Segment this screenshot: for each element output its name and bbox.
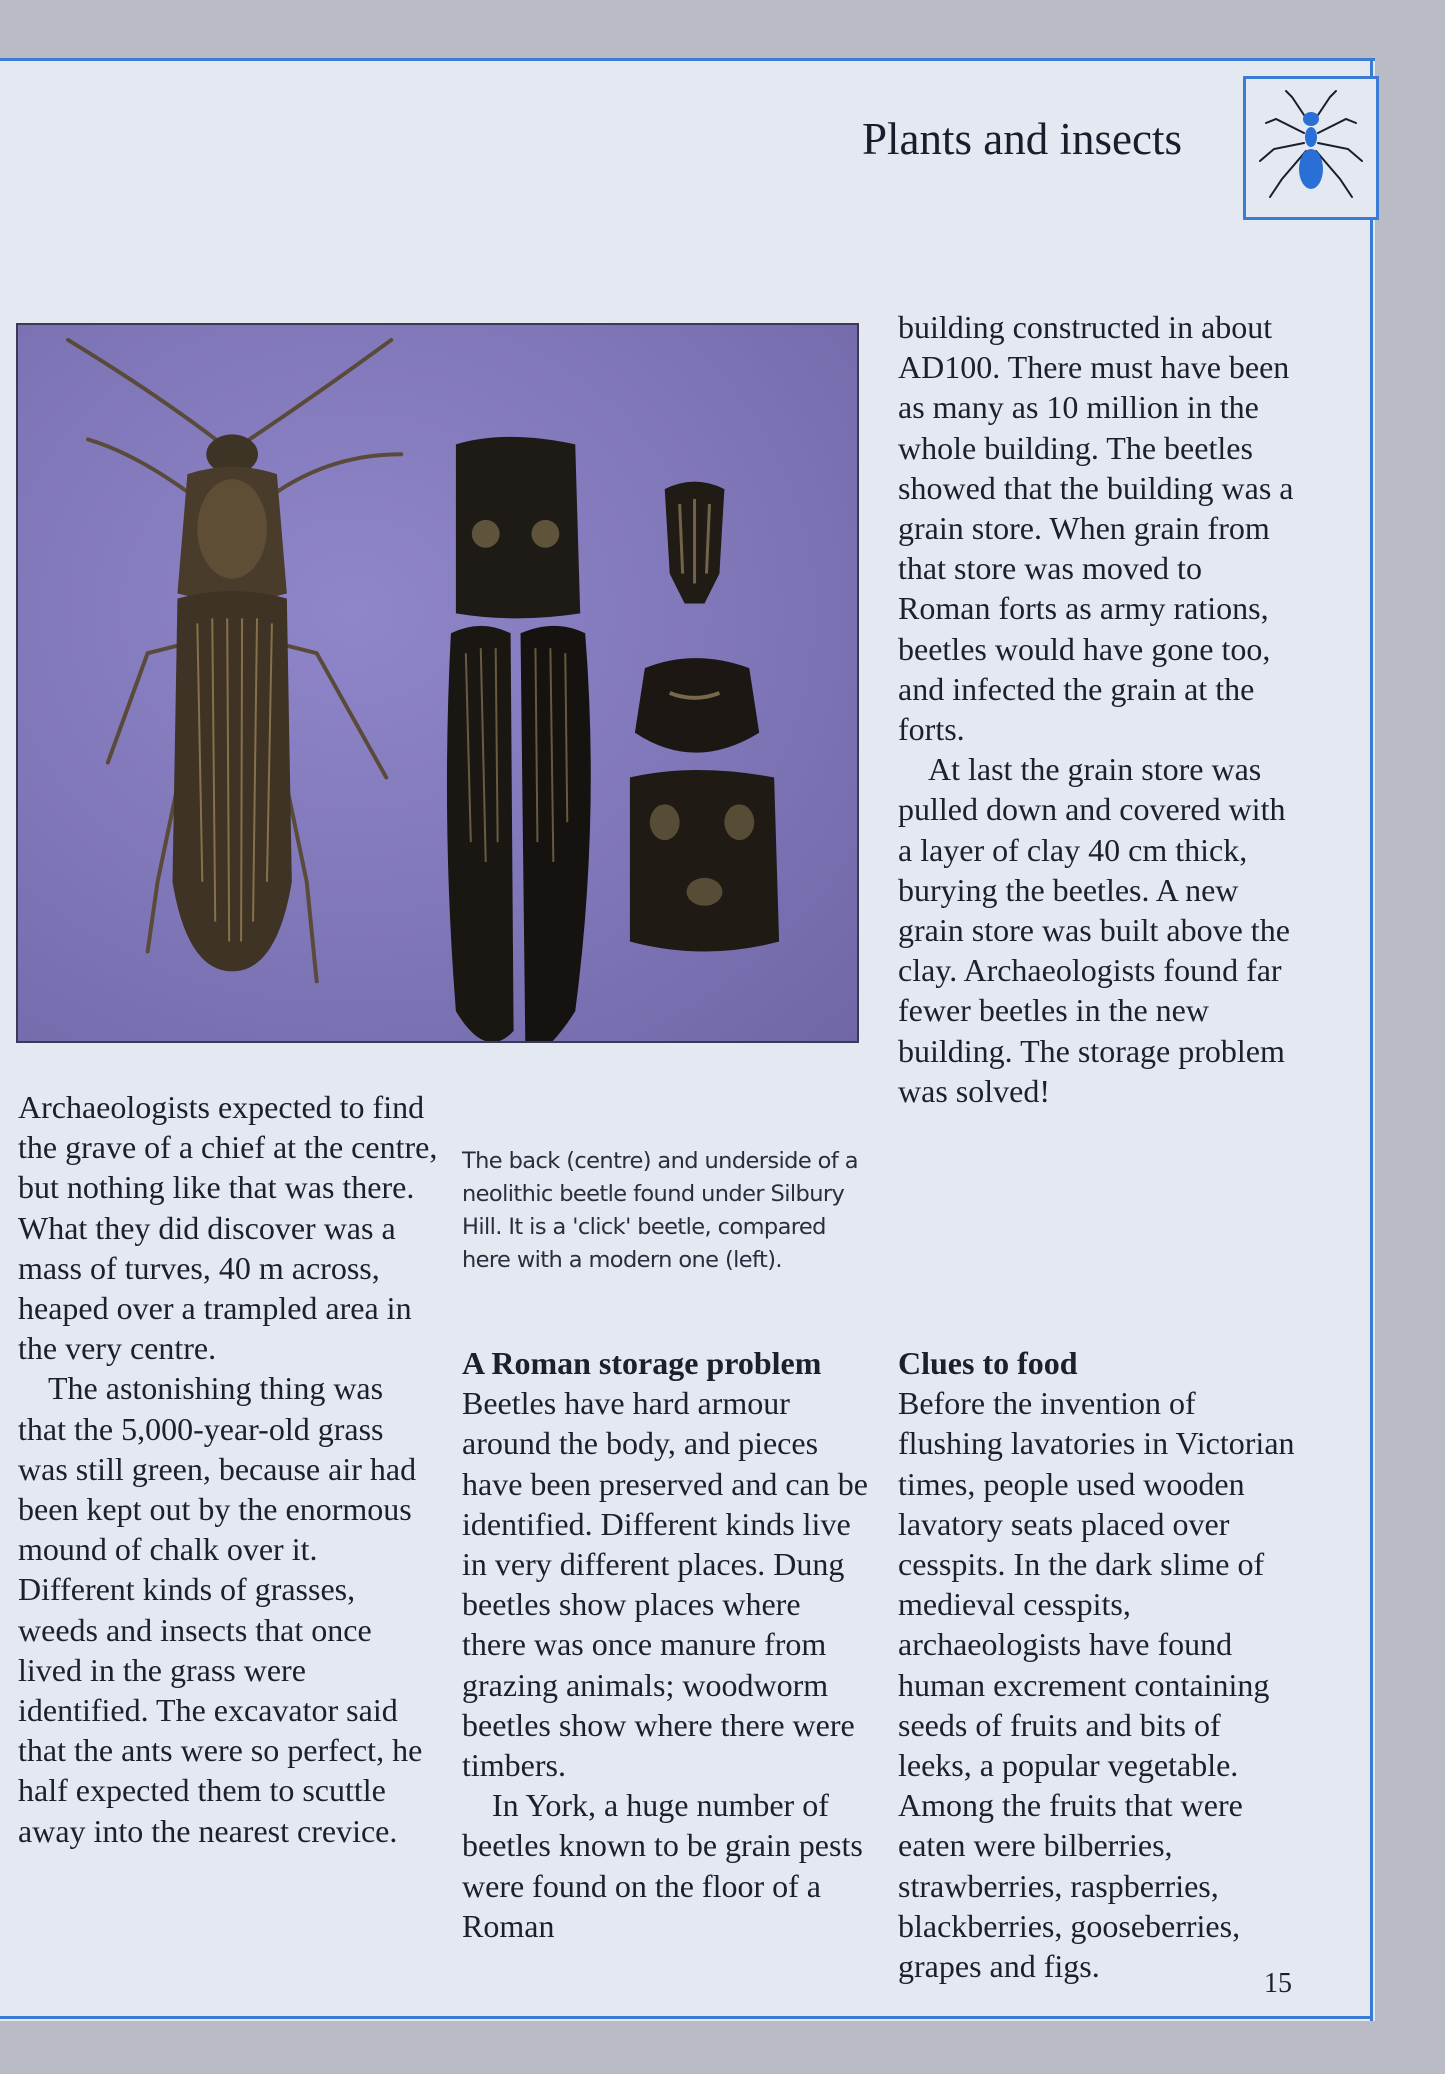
page-frame-right: [1370, 61, 1373, 2021]
column-3-paragraph-1: [898, 307, 1298, 749]
column-1-text: [18, 1087, 438, 1851]
column-1-paragraph-2: The astonishing thing was that the 5,000-year-old grass was still green, because air had been kept out by the enormous mound of chalk over it. Different kinds of grasses, weeds and insects that once lived in the grass were identified. The excavator said that the ants were so perfect, he half expected them to scuttle away into the nearest crevice.: [18, 1370, 423, 1849]
ant-icon: [1246, 79, 1376, 217]
neolithic-beetle-underside: [630, 482, 779, 952]
column-3-paragraph-3: Before the invention of flushing lavatories in Victorian times, people used wooden lavatory seats placed over cesspits. In the dark slime of medieval cesspits, archaeologists have found human excrement containing seeds of fruits and bits of leeks, a popular vegetable. Among the fruits that were eaten were bilberries, strawberries, raspberries, blackberries, gooseberries, grapes and figs.: [898, 1385, 1295, 1985]
neolithic-beetle-back: [447, 437, 591, 1041]
chapter-icon-box: [1243, 76, 1379, 220]
column-1-paragraph-1: Archaeologists expected to find the grave of a chief at the centre, but nothing like that was there. What they did discover was a mass of turves, 40 m across, heaped over a trampled area in the very centre.: [18, 1089, 438, 1367]
column-3-paragraph-1-start: building constructed in about: [898, 309, 1273, 345]
chapter-title: Plants and insects: [862, 114, 1182, 164]
section-heading-roman-storage: A Roman storage problem: [462, 1345, 822, 1381]
book-page: [0, 58, 1375, 2021]
column-3-text: [898, 307, 1298, 1111]
column-2-paragraph-1: Beetles have hard armour around the body, and pieces have been preserved and can be identified. Different kinds live in very different places. Dung beetles show places where there was once manure from grazing animals; woodworm beetles show where there were timbers.: [462, 1385, 868, 1784]
beetle-illustration: [18, 325, 857, 1041]
photo-caption: The back (centre) and underside of a neolithic beetle found under Silbury Hill. It is a 'click' beetle, compared here with a modern one (left).: [462, 1148, 858, 1273]
page-frame-bottom: [0, 2016, 1373, 2019]
column-2-paragraph-2: In York, a huge number of beetles known to be grain pests were found on the floor of a Roman: [462, 1787, 863, 1944]
page-number: 15: [1264, 1968, 1292, 1999]
section-heading-clues-to-food: Clues to food: [898, 1345, 1078, 1381]
era-abbreviation: AD: [898, 349, 945, 386]
column-3-paragraph-2: At last the grain store was pulled down and covered with a layer of clay 40 cm thick, burying the beetles. A new grain store was built above the clay. Archaeologists found far fewer beetles in the new building. The storage problem was solved!: [898, 751, 1290, 1109]
column-3-lower-text: [898, 1343, 1298, 1986]
column-2-text: [462, 1343, 872, 1946]
column-3-paragraph-1-end: 100. There must have been as many as 10 million in the whole building. The beetles showed that the building was a grain store. When grain from that store was moved to Roman forts as army rations, beetles would have gone too, and infected the grain at the forts.: [898, 349, 1294, 748]
modern-beetle: [68, 340, 401, 981]
beetle-photo: [16, 323, 859, 1043]
